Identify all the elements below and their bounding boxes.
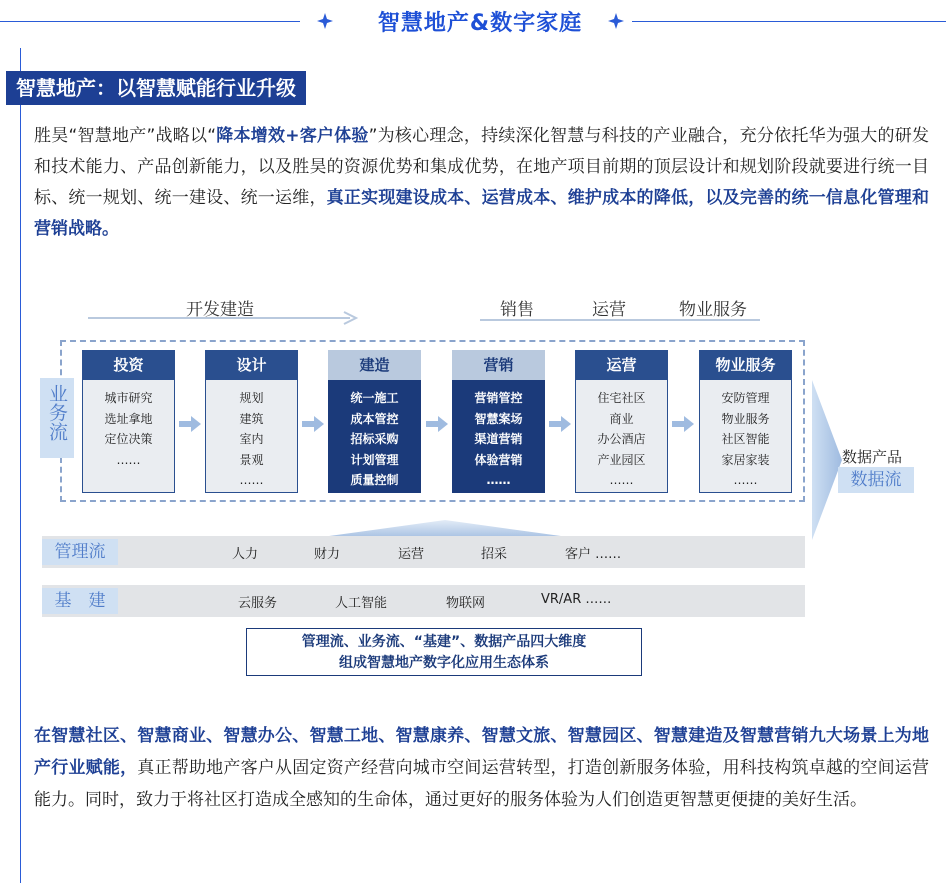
band-item: 招采	[481, 547, 508, 562]
summary-line: 组成智慧地产数字化应用生态体系	[339, 655, 549, 671]
diamond-icon	[608, 13, 624, 29]
card-title: 建造	[328, 350, 421, 380]
arrow-right-icon	[426, 416, 448, 432]
data-flow-tag: 数据流	[838, 467, 914, 493]
card-item: ……	[239, 473, 264, 487]
card-item: ……	[609, 473, 634, 487]
card-item: 办公酒店	[597, 432, 646, 446]
intro-paragraph	[34, 121, 929, 245]
card-item: 家居家装	[721, 452, 770, 467]
card-item: 成本管控	[350, 411, 399, 426]
management-tag: 管理流	[42, 539, 118, 565]
card-build	[328, 350, 421, 493]
infrastructure-tag: 基 建	[42, 588, 118, 614]
card-item: 选址拿地	[104, 411, 153, 426]
left-border	[20, 48, 21, 883]
business-flow-tag: 业务流	[40, 378, 74, 458]
card-item: 计划管理	[350, 452, 399, 467]
card-item: 体验营销	[474, 452, 523, 467]
card-item: 景观	[239, 452, 264, 467]
band-item: 人工智能	[335, 596, 388, 611]
card-invest	[82, 350, 175, 493]
card-item: 定位决策	[104, 432, 153, 446]
band-item: 运营	[398, 547, 425, 562]
section-tag: 智慧地产：以智慧赋能行业升级	[6, 71, 306, 105]
intro-highlight-1: 降本增效+客户体验	[216, 126, 369, 146]
card-item: 智慧案场	[474, 411, 523, 426]
band-item: 云服务	[238, 596, 278, 611]
flow-label-property: 物业服务	[679, 300, 747, 320]
arrow-right-icon	[88, 310, 360, 326]
summary-box	[246, 628, 642, 676]
card-design	[205, 350, 298, 493]
arrow-right-icon	[672, 416, 694, 432]
card-item: 住宅社区	[597, 391, 646, 405]
arrow-right-icon	[302, 416, 324, 432]
card-item: 渠道营销	[474, 432, 523, 446]
card-item: 物业服务	[721, 411, 770, 426]
card-item: 室内	[239, 432, 264, 446]
card-item: 统一施工	[350, 391, 399, 405]
band-item: 物联网	[446, 596, 486, 611]
outro-highlight: 在智慧社区、智慧商业、智慧办公、智慧工地、智慧康养、智慧文旅、智慧园区、智慧建造及智慧营销九大场景上为地产行业赋能，	[34, 726, 929, 778]
flow-label-sales: 销售	[500, 300, 534, 320]
band-item: 财力	[314, 547, 341, 562]
card-title: 投资	[82, 350, 175, 380]
card-marketing	[452, 350, 545, 493]
diamond-icon	[317, 13, 333, 29]
flow-label-ops: 运营	[592, 300, 626, 320]
card-item: 建筑	[239, 411, 264, 426]
card-item: 安防管理	[721, 391, 770, 405]
card-item: 质量控制	[350, 473, 399, 487]
band-item: VR/AR ……	[541, 592, 612, 607]
card-title: 运营	[575, 350, 668, 380]
card-item: 规划	[239, 391, 264, 405]
header-line-right	[632, 21, 946, 22]
flow-label-dev: 开发建造	[186, 300, 254, 320]
card-item: 社区智能	[721, 432, 770, 446]
intro-highlight-2: 真正实现建设成本、运营成本、维护成本的降低，以及完善的统一信息化管理和营销战略。	[34, 188, 930, 239]
data-product-label: 数据产品	[842, 448, 903, 466]
infrastructure-band	[42, 585, 805, 617]
card-item: 商业	[609, 411, 634, 426]
outro-text: 真正帮助地产客户从固定资产经营向城市空间运营转型，打造创新服务体验，用科技构筑卓越的空间运营能力。同时，致力于将社区打造成全感知的生命体，通过更好的服务体验为人们创造更智慧更便捷的美好生活。	[34, 758, 930, 810]
line-right	[480, 318, 760, 322]
card-title: 物业服务	[699, 350, 792, 380]
card-item: ……	[486, 473, 511, 487]
card-title: 设计	[205, 350, 298, 380]
band-item: 客户 ……	[565, 547, 622, 562]
header-line-left	[0, 21, 300, 22]
card-property	[699, 350, 792, 493]
intro-text-2: ”为核心理念，持续深化智慧与科技的产业融合，充分依托华为强大的研发和技术能力、产品创新能力，以及胜昊的资源优势和集成优势，在地产项目前期的顶层设计和规划阶段就要进行统一目标、统一规划、统一建设、统一运维，	[34, 126, 930, 208]
card-item: ……	[116, 452, 141, 467]
outro-paragraph	[34, 720, 929, 816]
big-arrow-icon	[812, 380, 842, 540]
page-title: 智慧地产&数字家庭	[377, 11, 583, 36]
card-item: 城市研究	[104, 391, 153, 405]
card-item: 营销管控	[474, 391, 523, 405]
card-operation	[575, 350, 668, 493]
band-item: 人力	[232, 547, 259, 562]
card-item: 产业园区	[597, 452, 646, 467]
summary-line: 管理流、业务流、“基建”、数据产品四大维度	[301, 634, 587, 650]
arrow-right-icon	[179, 416, 201, 432]
card-item: ……	[733, 473, 758, 487]
card-title: 营销	[452, 350, 545, 380]
arrow-right-icon	[549, 416, 571, 432]
intro-text-1: 胜昊“智慧地产”战略以“	[34, 126, 217, 146]
card-item: 招标采购	[350, 432, 399, 446]
